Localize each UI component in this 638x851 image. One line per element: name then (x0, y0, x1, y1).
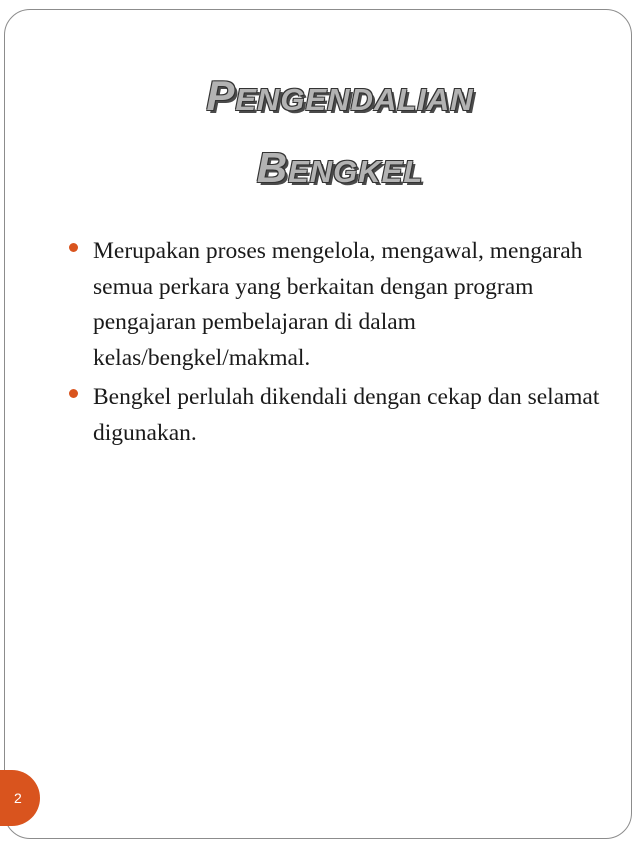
bullet-item (67, 380, 607, 451)
bullet-item (67, 234, 607, 376)
title-line-2-initial: B (256, 144, 289, 191)
title-line-2 (105, 137, 575, 209)
slide-frame (4, 9, 632, 839)
title-line-1-rest: ENGENDALIAN (235, 82, 474, 117)
bullet-dot-icon (69, 389, 78, 398)
title-line-1 (105, 65, 575, 137)
title-line-1-initial: P (206, 72, 236, 119)
bullet-text: Merupakan proses mengelola, mengawal, mengarah semua perkara yang berkaitan dengan program pengajaran pembelajaran di dalam kelas/bengkel/makmal. (93, 238, 583, 371)
bullet-text: Bengkel perlulah dikendali dengan cekap dan selamat digunakan. (93, 384, 600, 446)
bullet-list (67, 234, 607, 455)
slide-title (105, 65, 575, 209)
bullet-dot-icon (69, 243, 78, 252)
title-line-2-rest: ENGKEL (288, 154, 424, 189)
page-number: 2 (14, 790, 22, 806)
